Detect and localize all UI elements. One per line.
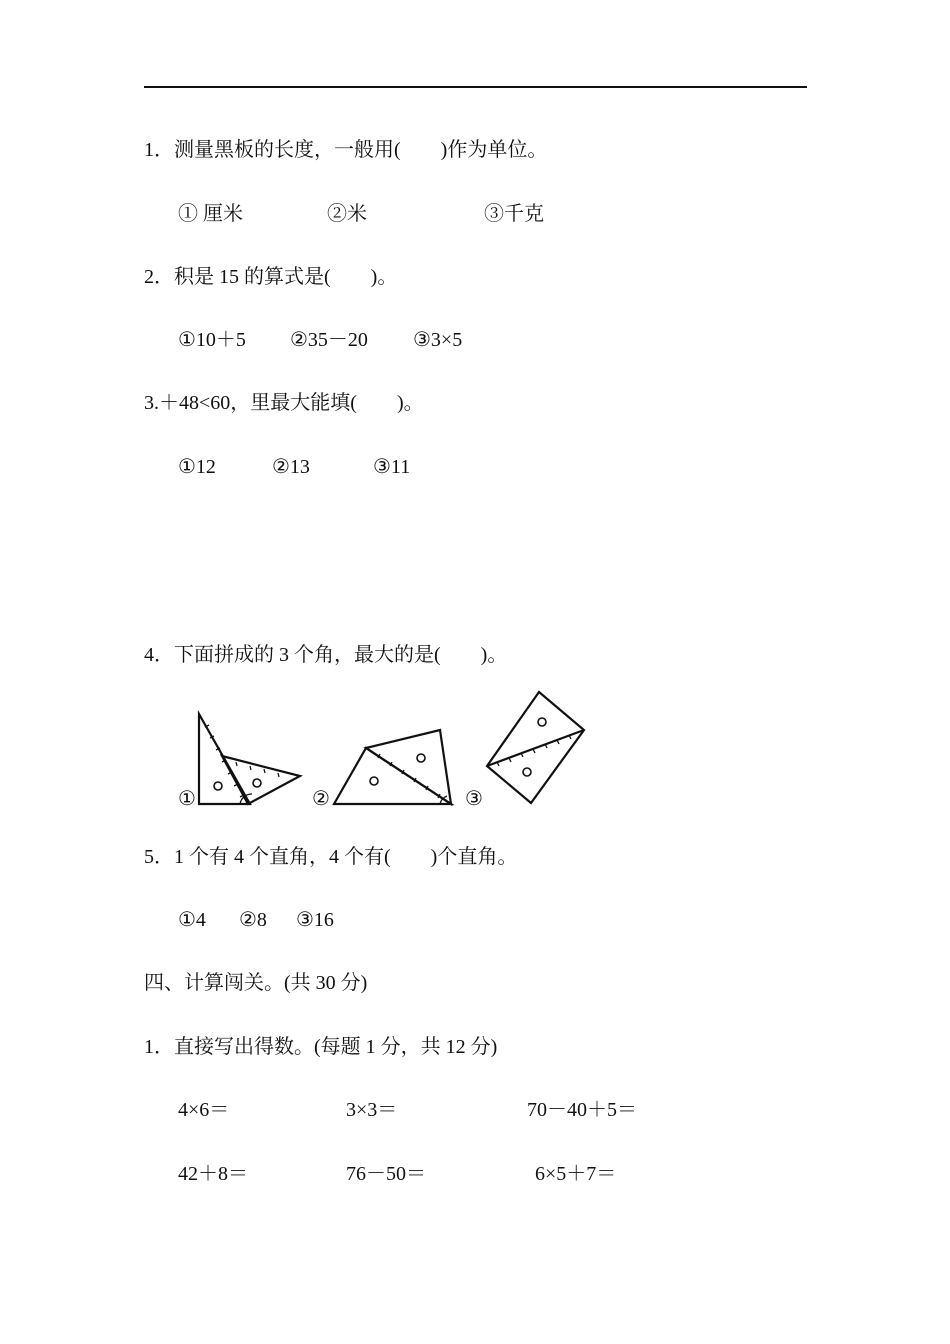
question-2-text: 2．积是 15 的算式是( )。 xyxy=(144,266,398,288)
question-2-option-3: ③3×5 xyxy=(413,329,463,351)
triangle-ruler-angle-2-icon xyxy=(330,726,456,808)
figure-1-label: ① xyxy=(178,788,196,810)
calc-item: 3×3＝ xyxy=(346,1099,398,1121)
question-1-option-3: ③千克 xyxy=(484,203,544,225)
calc-item: 70－40＋5＝ xyxy=(527,1099,637,1121)
calc-item: 4×6＝ xyxy=(178,1099,230,1121)
calc-item: 6×5＋7＝ xyxy=(535,1163,617,1185)
question-3-text: 3.＋48<60，里最大能填( )。 xyxy=(144,392,424,414)
triangle-ruler-angle-3-icon xyxy=(482,688,588,808)
question-1-option-2: ②米 xyxy=(327,203,367,225)
question-3-option-2: ②13 xyxy=(272,456,310,478)
question-2-option-1: ①10＋5 xyxy=(178,329,246,351)
question-1-text: 1．测量黑板的长度，一般用( )作为单位。 xyxy=(144,139,548,161)
figure-2-label: ② xyxy=(312,788,330,810)
section-4-title: 四、计算闯关。(共 30 分) xyxy=(144,972,368,994)
question-3-option-3: ③11 xyxy=(373,456,411,478)
question-2-option-2: ②35－20 xyxy=(290,329,368,351)
figure-3-label: ③ xyxy=(465,788,483,810)
question-4-text: 4．下面拼成的 3 个角，最大的是( )。 xyxy=(144,644,508,666)
question-5-option-1: ①4 xyxy=(178,909,206,931)
triangle-ruler-angle-1-icon xyxy=(196,710,304,808)
question-5-option-3: ③16 xyxy=(296,909,334,931)
calc-item: 76－50＝ xyxy=(346,1163,426,1185)
question-5-option-2: ②8 xyxy=(239,909,267,931)
section-4-sub1-title: 1．直接写出得数。(每题 1 分，共 12 分) xyxy=(144,1036,498,1058)
calc-item: 42＋8＝ xyxy=(178,1163,248,1185)
question-1-option-1: ① 厘米 xyxy=(178,203,243,225)
question-3-option-1: ①12 xyxy=(178,456,216,478)
question-5-text: 5．1 个有 4 个直角，4 个有( )个直角。 xyxy=(144,846,518,868)
header-rule xyxy=(144,86,807,88)
